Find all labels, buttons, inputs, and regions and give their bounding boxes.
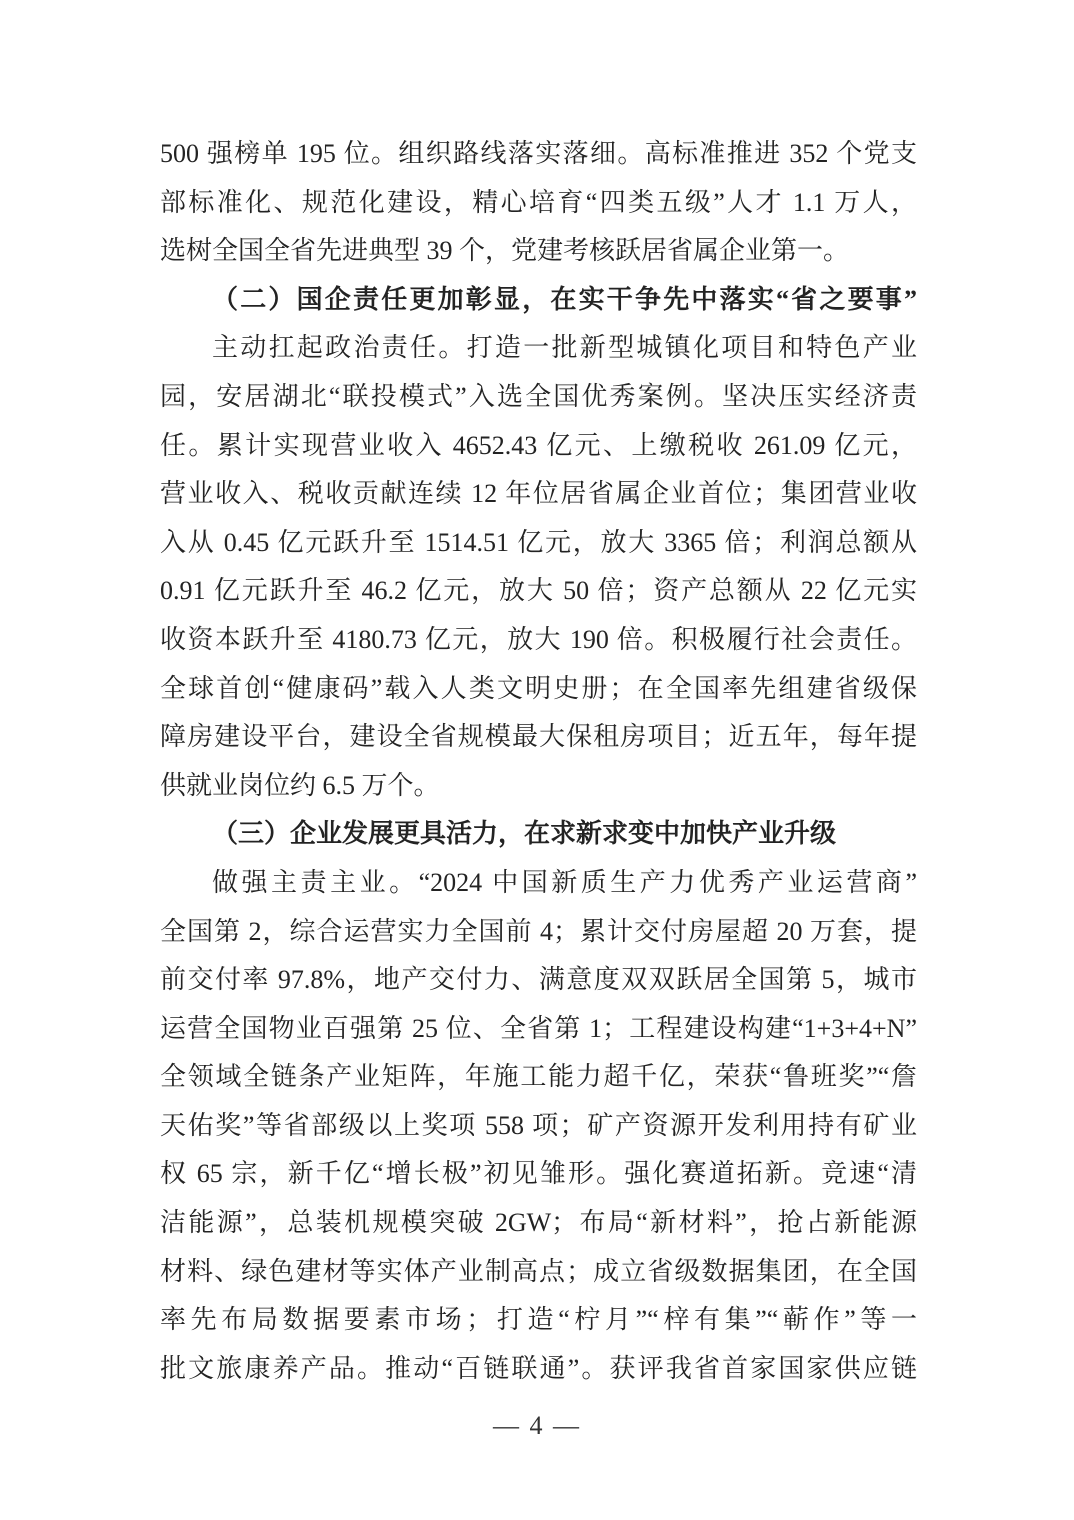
page-number: — 4 — bbox=[493, 1411, 581, 1440]
text-block bbox=[160, 130, 917, 1393]
text-line: 权 65 宗，新千亿“增长极”初见雏形。强化赛道拓新。竞速“清 bbox=[160, 1159, 917, 1189]
text-line: 供就业岗位约 6.5 万个。 bbox=[160, 770, 440, 800]
text-line: 天佑奖”等省部级以上奖项 558 项；矿产资源开发利用持有矿业 bbox=[160, 1110, 917, 1140]
text-line: 0.91 亿元跃升至 46.2 亿元，放大 50 倍；资产总额从 22 亿元实 bbox=[160, 576, 917, 606]
text-line: 入从 0.45 亿元跃升至 1514.51 亿元，放大 3365 倍；利润总额从 bbox=[160, 527, 917, 557]
text-line: 选树全国全省先进典型 39 个，党建考核跃居省属企业第一。 bbox=[160, 236, 850, 266]
text-line: 部标准化、规范化建设，精心培育“四类五级”人才 1.1 万人， bbox=[160, 187, 917, 217]
section-heading: （三）企业发展更具活力，在求新求变中加快产业升级 bbox=[212, 819, 837, 849]
text-line: 运营全国物业百强第 25 位、全省第 1；工程建设构建“1+3+4+N” bbox=[160, 1013, 917, 1043]
text-line: 园，安居湖北“联投模式”入选全国优秀案例。坚决压实经济责 bbox=[160, 381, 917, 411]
text-line: 做强主责主业。“2024 中国新质生产力优秀产业运营商” bbox=[212, 867, 917, 897]
text-line: 收资本跃升至 4180.73 亿元，放大 190 倍。积极履行社会责任。 bbox=[160, 624, 917, 654]
text-line: 洁能源”，总装机规模突破 2GW；布局“新材料”，抢占新能源 bbox=[160, 1208, 917, 1238]
section-heading: （二）国企责任更加彰显，在实干争先中落实“省之要事” bbox=[212, 284, 917, 314]
text-line: 全球首创“健康码”载入人类文明史册；在全国率先组建省级保 bbox=[160, 673, 917, 703]
text-line: 率先布局数据要素市场；打造“柠月”“梓有集”“蕲作”等一 bbox=[160, 1305, 917, 1335]
text-line: 材料、绿色建材等实体产业制高点；成立省级数据集团，在全国 bbox=[160, 1256, 917, 1286]
text-line: 全国第 2，综合运营实力全国前 4；累计交付房屋超 20 万套，提 bbox=[160, 916, 917, 946]
text-line: 500 强榜单 195 位。组织路线落实落细。高标准推进 352 个党支 bbox=[160, 139, 917, 168]
text-line: 任。累计实现营业收入 4652.43 亿元、上缴税收 261.09 亿元， bbox=[160, 430, 917, 460]
text-line: 营业收入、税收贡献连续 12 年位居省属企业首位；集团营业收 bbox=[160, 479, 917, 509]
text-line: 全领域全链条产业矩阵，年施工能力超千亿，荣获“鲁班奖”“詹 bbox=[160, 1062, 917, 1092]
text-line: 批文旅康养产品。推动“百链联通”。获评我省首家国家供应链 bbox=[160, 1353, 917, 1383]
text-line: 主动扛起政治责任。打造一批新型城镇化项目和特色产业 bbox=[212, 333, 917, 363]
text-line: 障房建设平台，建设全省规模最大保租房项目；近五年，每年提 bbox=[160, 722, 917, 752]
text-line: 前交付率 97.8%，地产交付力、满意度双双跃居全国第 5，城市 bbox=[160, 965, 917, 995]
